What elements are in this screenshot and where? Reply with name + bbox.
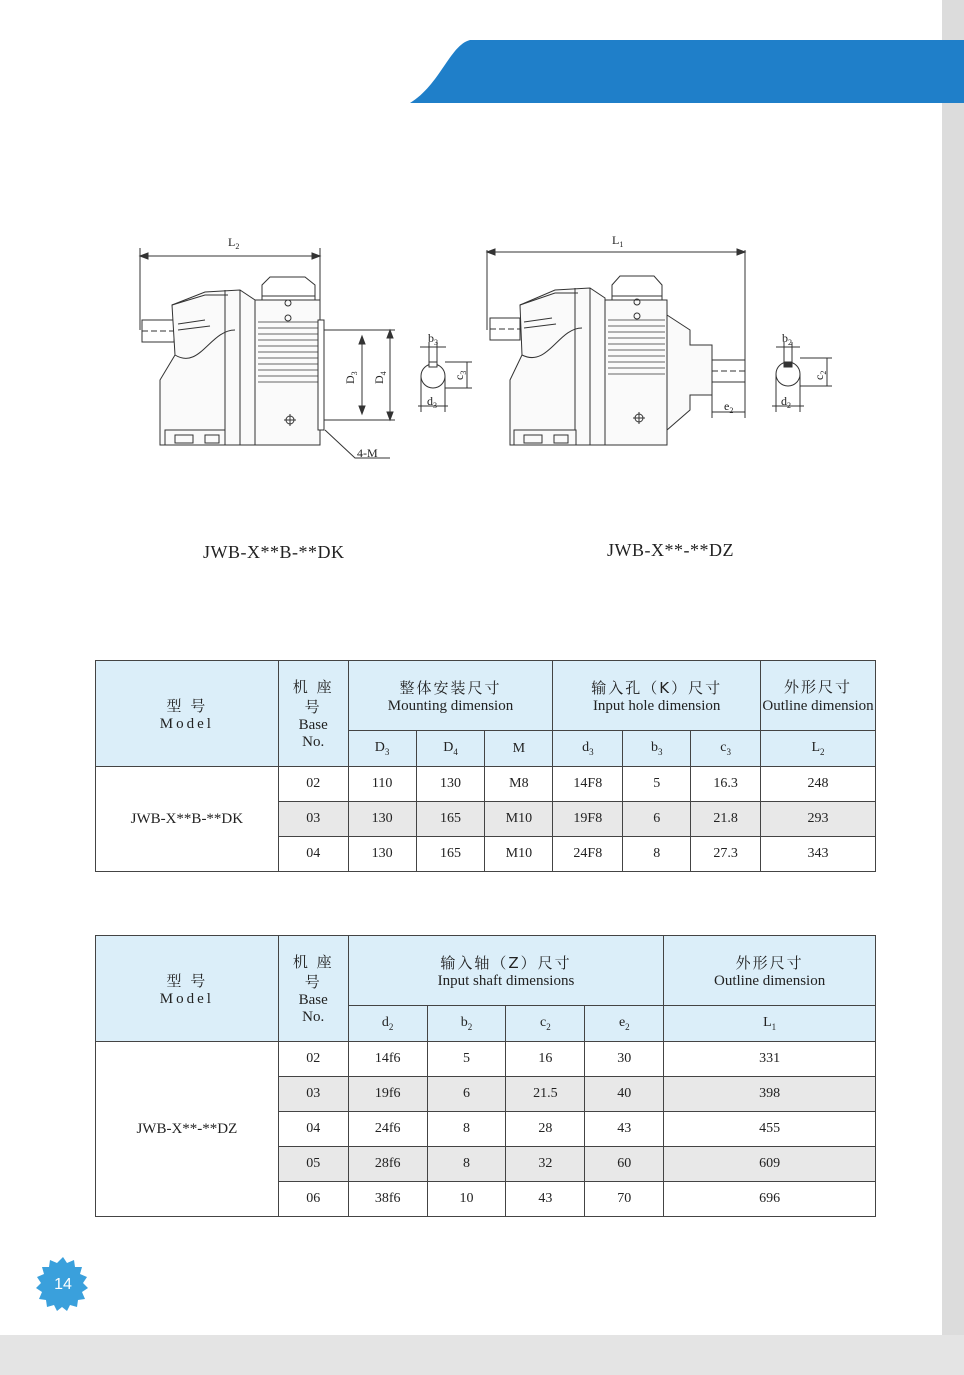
column-header: $L_1$ <box>664 1006 876 1042</box>
cell-b3: 8 <box>623 837 691 872</box>
label-c3: $c_3$ <box>452 370 468 380</box>
cell-c2: 21.5 <box>506 1077 585 1112</box>
column-header: $b_2$ <box>427 1006 506 1042</box>
cell-d3: 24F8 <box>553 837 623 872</box>
cell-d3: 14F8 <box>553 767 623 802</box>
right-figure-caption: JWB-X**-**DZ <box>607 540 734 560</box>
cell-l1: 696 <box>664 1182 876 1217</box>
input-shaft-header: 输入轴（Z）尺寸 Input shaft dimensions <box>348 936 664 1006</box>
cell-b3: 5 <box>623 767 691 802</box>
label-c2: $c_2$ <box>812 370 828 380</box>
column-header: $d_3$ <box>553 731 623 767</box>
column-header: $L_2$ <box>761 731 876 767</box>
column-header: $D_3$ <box>348 731 416 767</box>
cell-d4: 130 <box>416 767 485 802</box>
cell-base: 02 <box>278 1042 348 1077</box>
label-b2: $b_2$ <box>782 331 792 347</box>
label-L1: $L_1$ <box>612 233 624 249</box>
cell-c3: 16.3 <box>691 767 761 802</box>
cell-l1: 331 <box>664 1042 876 1077</box>
cell-base: 05 <box>278 1147 348 1182</box>
cell-base: 06 <box>278 1182 348 1217</box>
cell-l1: 455 <box>664 1112 876 1147</box>
column-header: $c_3$ <box>691 731 761 767</box>
cell-base: 02 <box>278 767 348 802</box>
cell-d4: 165 <box>416 837 485 872</box>
column-header: $D_4$ <box>416 731 485 767</box>
dk-dimension-table <box>95 660 876 872</box>
column-header: $c_2$ <box>506 1006 585 1042</box>
outline-header: 外形尺寸 Outline dimension <box>761 661 876 731</box>
column-header: $d_2$ <box>348 1006 427 1042</box>
cell-e2: 70 <box>585 1182 664 1217</box>
label-D3: $D_3$ <box>343 371 359 384</box>
cell-m: M8 <box>485 767 553 802</box>
dz-dimension-table <box>95 935 876 1217</box>
label-L2: $L_2$ <box>228 235 240 251</box>
cell-c2: 43 <box>506 1182 585 1217</box>
cell-l2: 248 <box>761 767 876 802</box>
model-name-cell: JWB-X**-**DZ <box>96 1042 279 1217</box>
cell-b2: 8 <box>427 1147 506 1182</box>
left-gearbox-drawing <box>140 248 472 458</box>
table-row <box>96 767 876 802</box>
model-header: 型 号 Model <box>96 936 279 1042</box>
cell-d3: 19F8 <box>553 802 623 837</box>
cell-d2: 38f6 <box>348 1182 427 1217</box>
cell-c2: 28 <box>506 1112 585 1147</box>
cell-base: 04 <box>278 837 348 872</box>
right-gearbox-drawing <box>487 249 832 445</box>
cell-b2: 10 <box>427 1182 506 1217</box>
cell-c3: 27.3 <box>691 837 761 872</box>
cell-d4: 165 <box>416 802 485 837</box>
cell-d2: 28f6 <box>348 1147 427 1182</box>
column-header: $e_2$ <box>585 1006 664 1042</box>
cell-b2: 8 <box>427 1112 506 1147</box>
cell-base: 04 <box>278 1112 348 1147</box>
cell-d3: 130 <box>348 837 416 872</box>
cell-l2: 293 <box>761 802 876 837</box>
base-header: 机 座 号 Base No. <box>278 936 348 1042</box>
page-number: 14 <box>54 1276 72 1293</box>
label-4M: 4-M <box>357 446 378 460</box>
cell-c2: 32 <box>506 1147 585 1182</box>
base-header: 机 座 号 Base No. <box>278 661 348 767</box>
cell-base: 03 <box>278 1077 348 1112</box>
cell-l1: 398 <box>664 1077 876 1112</box>
input-hole-header: 输入孔（K）尺寸 Input hole dimension <box>553 661 761 731</box>
cell-d2: 14f6 <box>348 1042 427 1077</box>
cell-b3: 6 <box>623 802 691 837</box>
cell-c2: 16 <box>506 1042 585 1077</box>
cell-e2: 40 <box>585 1077 664 1112</box>
mounting-header: 整体安装尺寸 Mounting dimension <box>348 661 553 731</box>
cell-b2: 5 <box>427 1042 506 1077</box>
cell-d3: 110 <box>348 767 416 802</box>
label-b3: $b_3$ <box>428 331 438 347</box>
left-figure-caption: JWB-X**B-**DK <box>203 542 345 562</box>
technical-drawings <box>0 0 964 560</box>
cell-c3: 21.8 <box>691 802 761 837</box>
cell-d2: 19f6 <box>348 1077 427 1112</box>
outline-header: 外形尺寸 Outline dimension <box>664 936 876 1006</box>
cell-m: M10 <box>485 802 553 837</box>
label-e2: $e_2$ <box>724 399 734 415</box>
cell-d3: 130 <box>348 802 416 837</box>
column-header: M <box>485 731 553 767</box>
column-header: $b_3$ <box>623 731 691 767</box>
label-D4: $D_4$ <box>372 371 388 384</box>
page-bottom-shadow <box>0 1335 964 1375</box>
label-d3: $d_3$ <box>427 394 437 410</box>
cell-d2: 24f6 <box>348 1112 427 1147</box>
model-header: 型 号 Model <box>96 661 279 767</box>
model-name-cell: JWB-X**B-**DK <box>96 767 279 872</box>
page-number-badge <box>34 1255 92 1313</box>
label-d2: $d_2$ <box>781 394 791 410</box>
cell-e2: 43 <box>585 1112 664 1147</box>
cell-l1: 609 <box>664 1147 876 1182</box>
cell-b2: 6 <box>427 1077 506 1112</box>
cell-e2: 30 <box>585 1042 664 1077</box>
cell-base: 03 <box>278 802 348 837</box>
cell-m: M10 <box>485 837 553 872</box>
cell-e2: 60 <box>585 1147 664 1182</box>
cell-l2: 343 <box>761 837 876 872</box>
table-row <box>96 1042 876 1077</box>
